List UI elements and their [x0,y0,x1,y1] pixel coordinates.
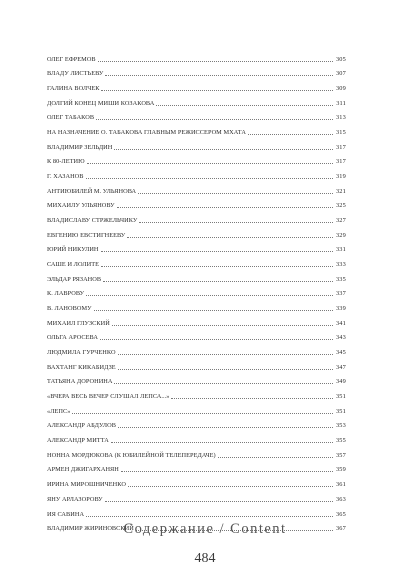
toc-entry [47,372,346,387]
toc-entry-title: ВЛАДИСЛАВУ СТРЖЕЛЬЧИКУ [47,217,138,225]
dot-leader [156,105,333,106]
dot-leader [86,178,333,179]
dot-leader [86,516,333,517]
toc-entry-title: АЛЕКСАНДР МИТТА [47,437,109,445]
toc-entry-title: В. ЛАНОВОМУ [47,305,92,313]
toc-entry [47,430,346,445]
toc-entry [47,357,346,372]
toc-entry [47,108,346,123]
toc-entry-title: «ВЧЕРА ВЕСЬ ВЕЧЕР СЛУШАЛ ЛЕПСА...» [47,393,170,401]
dot-leader [171,398,332,399]
toc-entry-page: 349 [335,378,346,386]
toc-entry-title: ЯНУ АРЛАЗОРОВУ [47,495,103,503]
toc-entry [47,489,346,504]
dot-leader [101,266,333,267]
toc-entry-title: ГАЛИНА ВОЛЧЕК [47,85,100,93]
toc-entry-title: ВЛАДУ ЛИСТЬЕВУ [47,70,104,78]
dot-leader [118,354,333,355]
toc-entry-page: 365 [335,510,346,518]
toc-entry-title: ВЛАДИМИР ЗЕЛЬДИН [47,143,113,151]
toc-entry [47,386,346,401]
toc-entry-page: 333 [335,261,346,269]
toc-entry [47,328,346,343]
toc-entry [47,342,346,357]
toc-entry-page: 363 [335,495,346,503]
toc-entry [47,64,346,79]
toc-entry-page: 339 [335,305,346,313]
toc-entry [47,504,346,519]
dot-leader [101,90,332,91]
toc-entry [47,78,346,93]
toc-entry-title: ЛЮДМИЛА ГУРЧЕНКО [47,349,116,357]
toc-entry [47,196,346,211]
toc-entry-page: 335 [335,275,346,283]
dot-leader [139,222,333,223]
toc-entry-title: ВАХТАНГ КИКАБИДЗЕ [47,363,116,371]
section-title: Содержание / Content [123,521,287,537]
dot-leader [118,427,333,428]
toc-entry-title: ОЛЬГА АРОСЕВА [47,334,98,342]
dot-leader [103,281,333,282]
toc-entry [47,152,346,167]
toc-entry-title: ТАТЬЯНА ДОРОНИНА [47,378,113,386]
dot-leader [127,237,333,238]
toc-entry-title: МИХАИЛУ УЛЬЯНОВУ [47,202,115,210]
dot-leader [105,75,333,76]
dot-leader [118,369,333,370]
dot-leader [98,61,333,62]
dot-leader [114,383,332,384]
toc-entry-title: ЮРИЙ НИКУЛИН [47,246,99,254]
toc-entry [47,122,346,137]
dot-leader [94,310,333,311]
toc-entry [47,254,346,269]
toc-entry-page: 331 [335,246,346,254]
toc-entry-title: НОННА МОРДЮКОВА (К ЮБИЛЕЙНОЙ ТЕЛЕПЕРЕДАЧЕ) [47,451,216,459]
toc-entry-page: 307 [335,70,346,78]
toc-entry-title: АЛЕКСАНДР АБДУЛОВ [47,422,116,430]
toc-entry [47,298,346,313]
toc-entry [47,210,346,225]
toc-entry-page: 329 [335,231,346,239]
toc-entry [47,181,346,196]
toc-entry-page: 305 [335,55,346,63]
toc-entry-title: АНТИЮБИЛЕЙ М. УЛЬЯНОВА [47,187,137,195]
toc-entry [47,284,346,299]
toc-entry-title: ЕВГЕНИЮ ЕВСТИГНЕЕВУ [47,231,126,239]
toc-entry-page: 359 [335,466,346,474]
dot-leader [111,442,333,443]
toc-entry-page: 327 [335,217,346,225]
toc-entry-title: САШЕ И ЛОЛИТЕ [47,261,99,269]
toc-entry-page: 313 [335,114,346,122]
toc-entry-page: 345 [335,349,346,357]
toc-entry [47,445,346,460]
dot-leader [248,134,333,135]
toc-entry [47,240,346,255]
toc-entry-title: ИРИНА МИРОШНИЧЕНКО [47,481,126,489]
dot-leader [86,295,333,296]
dot-leader [96,119,333,120]
toc-entry-page: 315 [335,129,346,137]
toc-entry-page: 311 [336,99,346,107]
toc-entry-page: 347 [335,363,346,371]
toc-entry-title: Г. ХАЗАНОВ [47,173,84,181]
toc-entry-page: 351 [335,407,346,415]
toc-entry-page: 355 [335,437,346,445]
toc-entry-title: ОЛЕГ ТАБАКОВ [47,114,95,122]
toc-entry-title: ИЯ САВИНА [47,510,85,518]
toc-entry [47,474,346,489]
toc-entry-title: МИХАИЛ ГЛУЗСКИЙ [47,319,110,327]
dot-leader [121,471,333,472]
toc-entry [47,137,346,152]
toc-entry-title: НА НАЗНАЧЕНИЕ О. ТАБАКОВА ГЛАВНЫМ РЕЖИССЕРОМ МХАТА [47,129,246,137]
toc-entry-page: 337 [335,290,346,298]
toc-entry-title: «ЛЕПС» [47,407,71,415]
toc-entry [47,225,346,240]
toc-entry-page: 353 [335,422,346,430]
toc-entry [47,460,346,475]
dot-leader [100,339,333,340]
toc-entry-page: 319 [335,173,346,181]
dot-leader [138,193,333,194]
page-number: 484 [194,551,216,566]
toc-entry-title: АРМЕН ДЖИГАРХАНЯН [47,466,119,474]
toc-entry-title: К 80-ЛЕТИЮ [47,158,85,166]
toc-entry [47,313,346,328]
dot-leader [112,325,333,326]
table-of-contents [47,49,346,533]
toc-entry-page: 357 [335,451,346,459]
toc-entry-page: 351 [335,393,346,401]
toc-entry-title: ЭЛЬДАР РЯЗАНОВ [47,275,102,283]
toc-entry-page: 341 [335,319,346,327]
dot-leader [105,501,333,502]
toc-entry-page: 321 [335,187,346,195]
dot-leader [114,149,333,150]
toc-entry-title: К. ЛАВРОВУ [47,290,85,298]
toc-entry-page: 317 [335,158,346,166]
toc-entry-title: ВЛАДИМИР ЖИРИНОВСКИЙ [47,525,134,533]
toc-entry-page: 361 [335,481,346,489]
toc-entry [47,269,346,284]
toc-entry-page: 317 [335,143,346,151]
dot-leader [72,413,332,414]
toc-entry-title: ДОЛГИЙ КОНЕЦ МИШИ КОЗАКОВА [47,99,155,107]
toc-entry [47,93,346,108]
toc-entry [47,49,346,64]
toc-entry-page: 325 [335,202,346,210]
toc-entry-page: 309 [335,85,346,93]
toc-entry-page: 367 [335,525,346,533]
dot-leader [218,457,333,458]
dot-leader [87,163,333,164]
dot-leader [117,207,333,208]
toc-entry [47,166,346,181]
toc-entry [47,401,346,416]
toc-entry [47,416,346,431]
dot-leader [128,486,333,487]
toc-entry-page: 343 [335,334,346,342]
toc-entry-title: ОЛЕГ ЕФРЕМОВ [47,55,96,63]
dot-leader [101,251,333,252]
